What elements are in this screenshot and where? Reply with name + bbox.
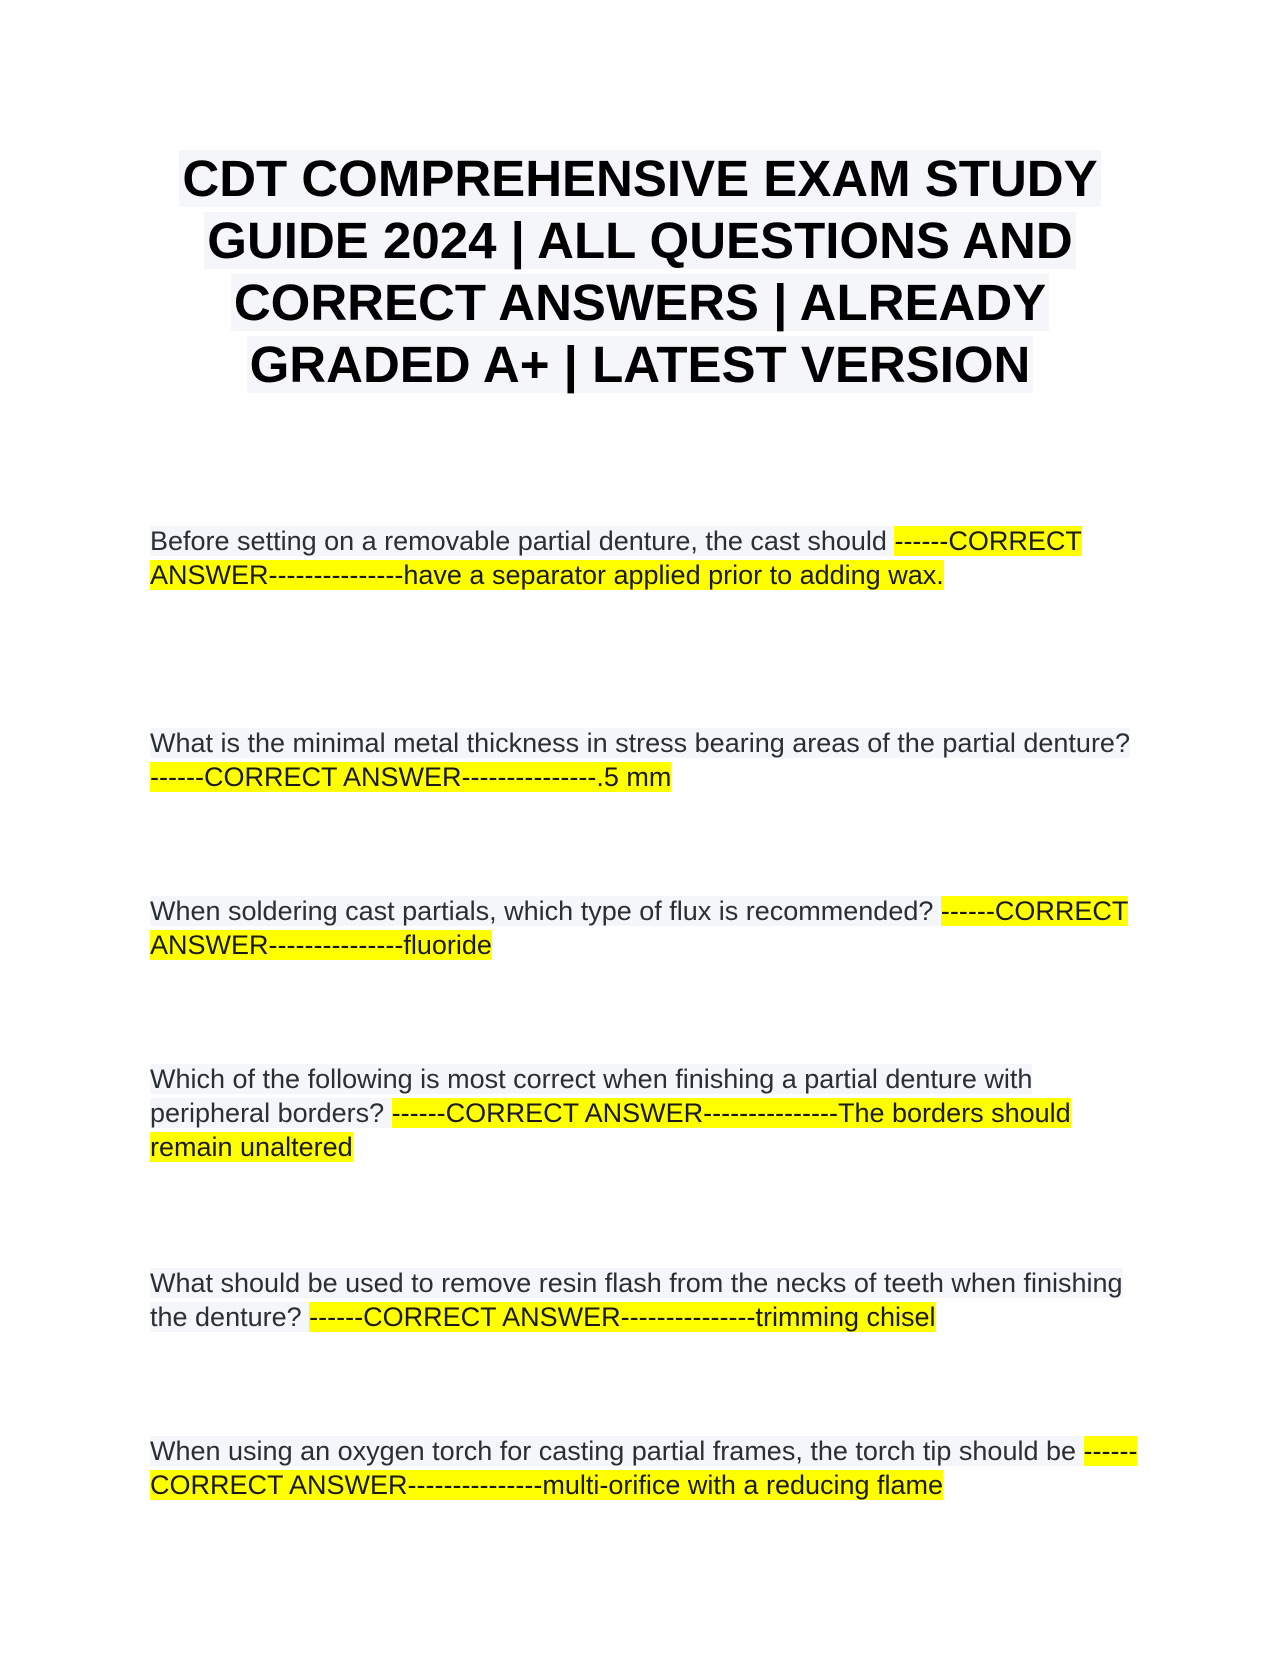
document-title [130,148,1150,396]
answer-text: ------CORRECT ANSWER---------------trimming chisel [309,1302,936,1332]
answer-text: ------CORRECT ANSWER---------------have a separator applied prior to adding wax. [150,526,1082,590]
answer-text: ------CORRECT ANSWER---------------.5 mm [150,762,672,792]
answer-text: ------CORRECT ANSWER---------------The borders should remain unaltered [150,1098,1071,1162]
qa-item [150,524,1140,592]
qa-item [150,1434,1140,1502]
qa-item [150,1062,1140,1164]
answer-text: ------CORRECT ANSWER---------------fluoride [150,896,1129,960]
question-text: What is the minimal metal thickness in stress bearing areas of the partial denture? [150,728,1130,758]
qa-item [150,894,1140,962]
document-title-text: CDT COMPREHENSIVE EXAM STUDY GUIDE 2024 | ALL QUESTIONS AND CORRECT ANSWERS | ALREADY GRADED A+ | LATEST VERSION [179,150,1100,393]
question-text: When soldering cast partials, which type of flux is recommended? [150,896,941,926]
question-text: Before setting on a removable partial denture, the cast should [150,526,895,556]
question-text: What should be used to remove resin flash from the necks of teeth when finishing the denture? [150,1268,1123,1332]
question-text: When using an oxygen torch for casting partial frames, the torch tip should be [150,1436,1084,1466]
qa-item [150,726,1140,794]
qa-item [150,1266,1140,1334]
answer-text: ------CORRECT ANSWER---------------multi-orifice with a reducing flame [150,1436,1138,1500]
question-text: Which of the following is most correct when finishing a partial denture with peripheral borders? [150,1064,1033,1128]
